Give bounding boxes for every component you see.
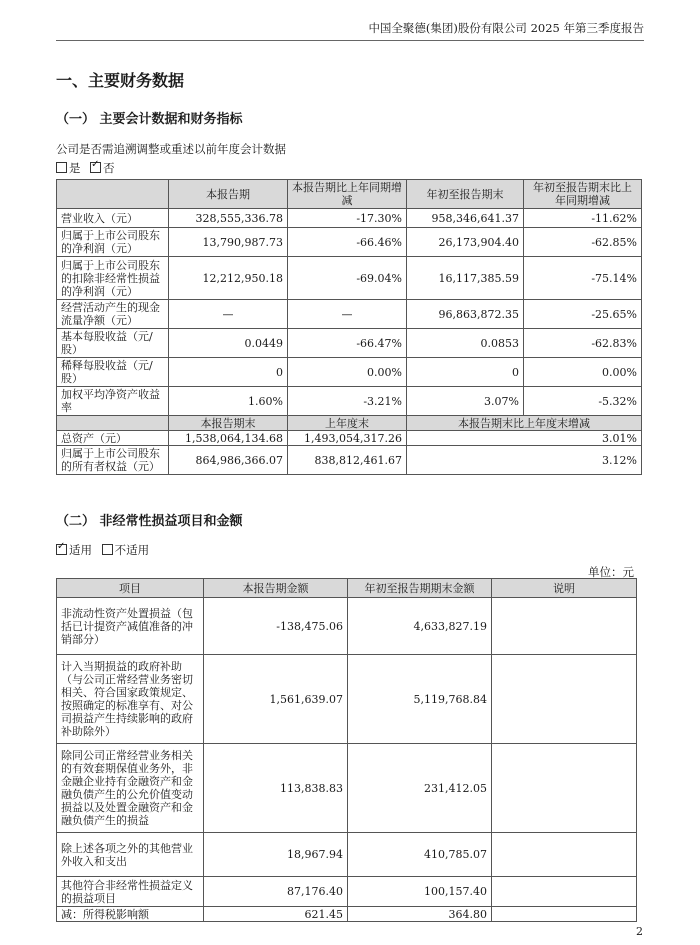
table-row bbox=[57, 431, 642, 446]
cell-value: 0.0853 bbox=[407, 329, 524, 358]
cell-value: 864,986,366.07 bbox=[169, 446, 288, 475]
note-cell bbox=[492, 598, 637, 655]
note-cell bbox=[492, 833, 637, 877]
label-not-applicable: 不适用 bbox=[114, 543, 150, 557]
row-label: 归属于上市公司股东的净利润（元） bbox=[57, 228, 169, 257]
financial-data-table bbox=[56, 179, 642, 475]
report-header: 中国全聚德(集团)股份有限公司 2025 年第三季度报告 bbox=[368, 21, 644, 35]
row-label: 其他符合非经常性损益定义的损益项目 bbox=[57, 877, 204, 907]
row-label: 除同公司正常经营业务相关的有效套期保值业务外，非金融企业持有金融资产和金融负债产生的公允价值变动损益以及处置金融资产和金融负债产生的损益 bbox=[57, 744, 204, 833]
table-header-row bbox=[57, 579, 637, 598]
cell-value: 1,493,054,317.26 bbox=[288, 431, 407, 446]
row-label: 除上述各项之外的其他营业外收入和支出 bbox=[57, 833, 204, 877]
cell-value: -3.21% bbox=[288, 387, 407, 416]
column-header: 年初至报告期末 bbox=[407, 180, 524, 209]
cell-value: -25.65% bbox=[524, 300, 642, 329]
cell-value: -69.04% bbox=[288, 257, 407, 300]
cell-value: -5.32% bbox=[524, 387, 642, 416]
cell-value: -75.14% bbox=[524, 257, 642, 300]
note-cell bbox=[492, 877, 637, 907]
table-row bbox=[57, 358, 642, 387]
note-cell bbox=[492, 744, 637, 833]
table-row bbox=[57, 257, 642, 300]
cell-value: 100,157.40 bbox=[348, 877, 492, 907]
cell-value: 231,412.05 bbox=[348, 744, 492, 833]
column-header: 本报告期比上年同期增减 bbox=[288, 180, 407, 209]
restate-options bbox=[56, 160, 115, 176]
cell-value: 0 bbox=[169, 358, 288, 387]
checkbox-not-applicable[interactable] bbox=[102, 544, 113, 555]
unit-label: 单位：元 bbox=[588, 565, 634, 579]
cell-value: -138,475.06 bbox=[204, 598, 348, 655]
cell-value: -66.46% bbox=[288, 228, 407, 257]
table-row bbox=[57, 655, 637, 744]
column-header: 年初至报告期期末金额 bbox=[348, 579, 492, 598]
row-label: 加权平均净资产收益率 bbox=[57, 387, 169, 416]
table-row bbox=[57, 387, 642, 416]
cell-value: -62.85% bbox=[524, 228, 642, 257]
row-label: 基本每股收益（元/股） bbox=[57, 329, 169, 358]
column-header: 项目 bbox=[57, 579, 204, 598]
cell-value: 1,561,639.07 bbox=[204, 655, 348, 744]
cell-value: 3.07% bbox=[407, 387, 524, 416]
subsection-2-title: （二） 非经常性损益项目和金额 bbox=[56, 514, 243, 529]
cell-value: 0.00% bbox=[288, 358, 407, 387]
cell-value: 1,538,064,134.68 bbox=[169, 431, 288, 446]
row-label: 经营活动产生的现金流量净额（元） bbox=[57, 300, 169, 329]
cell-value: 0.00% bbox=[524, 358, 642, 387]
cell-value: — bbox=[169, 300, 288, 329]
table-row bbox=[57, 907, 637, 922]
cell-value: 410,785.07 bbox=[348, 833, 492, 877]
cell-value: 18,967.94 bbox=[204, 833, 348, 877]
cell-value: 328,555,336.78 bbox=[169, 209, 288, 228]
column-header: 本报告期末比上年度末增减 bbox=[407, 416, 642, 431]
table-row bbox=[57, 329, 642, 358]
row-label: 非流动性资产处置损益（包括已计提资产减值准备的冲销部分） bbox=[57, 598, 204, 655]
table-header-row bbox=[57, 180, 642, 209]
header-divider bbox=[56, 40, 644, 41]
cell-value: -17.30% bbox=[288, 209, 407, 228]
column-header bbox=[57, 180, 169, 209]
column-header bbox=[57, 416, 169, 431]
cell-value: -66.47% bbox=[288, 329, 407, 358]
page-number: 2 bbox=[636, 925, 643, 938]
restate-question: 公司是否需追溯调整或重述以前年度会计数据 bbox=[56, 142, 286, 156]
cell-value: 4,633,827.19 bbox=[348, 598, 492, 655]
subsection-1-title: （一） 主要会计数据和财务指标 bbox=[56, 112, 243, 127]
table-row bbox=[57, 598, 637, 655]
row-label: 归属于上市公司股东的所有者权益（元） bbox=[57, 446, 169, 475]
cell-value: 87,176.40 bbox=[204, 877, 348, 907]
row-label: 减：所得税影响额 bbox=[57, 907, 204, 922]
row-label: 计入当期损益的政府补助（与公司正常经营业务密切相关、符合国家政策规定、按照确定的标准享有、对公司损益产生持续影响的政府补助除外） bbox=[57, 655, 204, 744]
cell-value: 1.60% bbox=[169, 387, 288, 416]
checkbox-yes[interactable] bbox=[56, 162, 67, 173]
applicable-options bbox=[56, 542, 149, 558]
cell-value: 96,863,872.35 bbox=[407, 300, 524, 329]
cell-value: 16,117,385.59 bbox=[407, 257, 524, 300]
column-header: 上年度末 bbox=[288, 416, 407, 431]
cell-value: 12,212,950.18 bbox=[169, 257, 288, 300]
cell-value: — bbox=[288, 300, 407, 329]
row-label: 营业收入（元） bbox=[57, 209, 169, 228]
cell-value: 838,812,461.67 bbox=[288, 446, 407, 475]
cell-value: 0 bbox=[407, 358, 524, 387]
label-applicable: 适用 bbox=[69, 543, 92, 557]
checkbox-applicable[interactable] bbox=[56, 544, 67, 555]
cell-value: 364.80 bbox=[348, 907, 492, 922]
table-row bbox=[57, 744, 637, 833]
cell-value: 13,790,987.73 bbox=[169, 228, 288, 257]
cell-value: 5,119,768.84 bbox=[348, 655, 492, 744]
table-subheader-row bbox=[57, 416, 642, 431]
column-header: 本报告期 bbox=[169, 180, 288, 209]
label-yes: 是 bbox=[69, 161, 81, 175]
note-cell bbox=[492, 655, 637, 744]
column-header: 年初至报告期末比上年同期增减 bbox=[524, 180, 642, 209]
table-row bbox=[57, 833, 637, 877]
cell-value: 113,838.83 bbox=[204, 744, 348, 833]
table-row bbox=[57, 877, 637, 907]
cell-value: 958,346,641.37 bbox=[407, 209, 524, 228]
cell-value: 0.0449 bbox=[169, 329, 288, 358]
table-row bbox=[57, 446, 642, 475]
cell-value: 3.12% bbox=[407, 446, 642, 475]
cell-value: 621.45 bbox=[204, 907, 348, 922]
row-label: 稀释每股收益（元/股） bbox=[57, 358, 169, 387]
row-label: 总资产（元） bbox=[57, 431, 169, 446]
cell-value: 3.01% bbox=[407, 431, 642, 446]
non-recurring-items-table bbox=[56, 578, 637, 922]
cell-value: -62.83% bbox=[524, 329, 642, 358]
table-row bbox=[57, 209, 642, 228]
column-header: 本报告期末 bbox=[169, 416, 288, 431]
cell-value: 26,173,904.40 bbox=[407, 228, 524, 257]
column-header: 本报告期金额 bbox=[204, 579, 348, 598]
note-cell bbox=[492, 907, 637, 922]
column-header: 说明 bbox=[492, 579, 637, 598]
label-no: 否 bbox=[103, 161, 115, 175]
cell-value: -11.62% bbox=[524, 209, 642, 228]
table-row bbox=[57, 228, 642, 257]
checkbox-no[interactable] bbox=[90, 162, 101, 173]
section-title: 一、主要财务数据 bbox=[56, 71, 185, 90]
table-row bbox=[57, 300, 642, 329]
row-label: 归属于上市公司股东的扣除非经常性损益的净利润（元） bbox=[57, 257, 169, 300]
